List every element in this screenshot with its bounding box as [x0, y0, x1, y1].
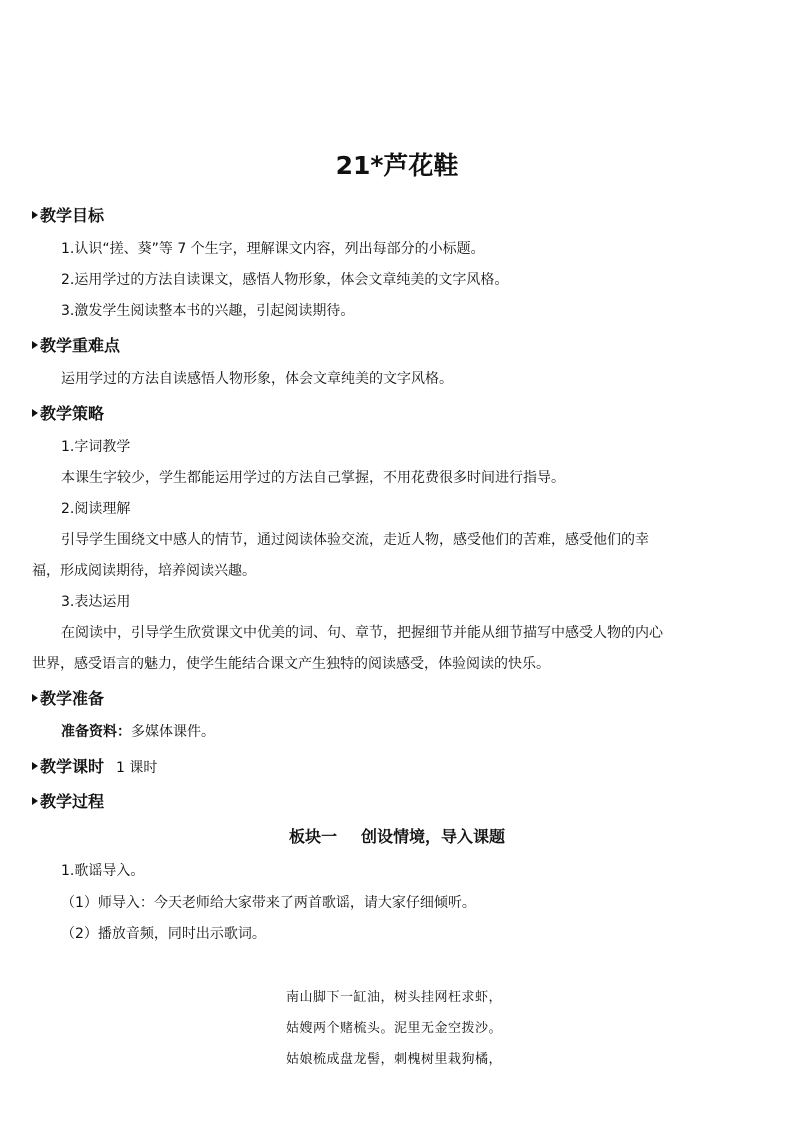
key-points-text: 运用学过的方法自读感悟人物形象，体会文章纯美的文字风格。 [61, 371, 453, 387]
preparation-text: 多媒体课件。 [131, 724, 215, 740]
section-heading-duration: 教学课时 1 课时 [32, 754, 157, 777]
song-line: 南山脚下一缸油，树头挂网枉求虾， [286, 990, 503, 1005]
strategy-text: 世界，感受语言的魅力，使学生能结合课文产生独特的阅读感受，体验阅读的快乐。 [32, 656, 550, 672]
strategy-text: 引导学生围绕文中感人的情节，通过阅读体验交流，走近人物，感受他们的苦难，感受他们的幸 [61, 532, 649, 548]
section-heading-goals: 教学目标 [32, 203, 104, 226]
goal-item: 1.认识“搓、葵”等 7 个生字，理解课文内容，列出每部分的小标题。 [61, 241, 485, 257]
triangle-bullet-icon [32, 211, 38, 219]
preparation-label: 准备资料： [61, 724, 131, 740]
goal-item: 3.激发学生阅读整本书的兴趣，引起阅读期待。 [61, 303, 355, 319]
strategy-text: 在阅读中，引导学生欣赏课文中优美的词、句、章节，把握细节并能从细节描写中感受人物的内心 [61, 625, 663, 641]
triangle-bullet-icon [32, 341, 38, 349]
duration-value: 1 课时 [116, 760, 158, 776]
page-title: 21*芦花鞋 [335, 151, 459, 180]
strategy-text: 本课生字较少，学生都能运用学过的方法自己掌握，不用花费很多时间进行指导。 [61, 470, 565, 486]
section-heading-strategy: 教学策略 [32, 401, 104, 424]
strategy-subtitle: 1.字词教学 [61, 439, 131, 455]
section-heading-preparation: 教学准备 [32, 686, 104, 709]
strategy-subtitle: 3.表达运用 [61, 594, 131, 610]
section-heading-process: 教学过程 [32, 789, 104, 812]
process-step: （1）师导入：今天老师给大家带来了两首歌谣，请大家仔细倾听。 [61, 895, 476, 911]
triangle-bullet-icon [32, 762, 38, 770]
process-step: （2）播放音频，同时出示歌词。 [61, 926, 266, 942]
strategy-subtitle: 2.阅读理解 [61, 501, 131, 517]
song-line: 姑嫂两个赌梳头。泥里无金空拨沙。 [286, 1021, 503, 1036]
preparation-line [61, 721, 215, 741]
block-title: 板块一 创设情境，导入课题 [288, 827, 506, 846]
process-step: 1.歌谣导入。 [61, 863, 145, 879]
song-line: 姑娘梳成盘龙髻，刺槐树里栽狗橘， [286, 1052, 503, 1067]
section-heading-key-points: 教学重难点 [32, 333, 120, 356]
strategy-text: 福，形成阅读期待，培养阅读兴趣。 [32, 563, 256, 579]
triangle-bullet-icon [32, 409, 38, 417]
triangle-bullet-icon [32, 797, 38, 805]
goal-item: 2.运用学过的方法自读课文，感悟人物形象，体会文章纯美的文字风格。 [61, 272, 509, 288]
triangle-bullet-icon [32, 694, 38, 702]
